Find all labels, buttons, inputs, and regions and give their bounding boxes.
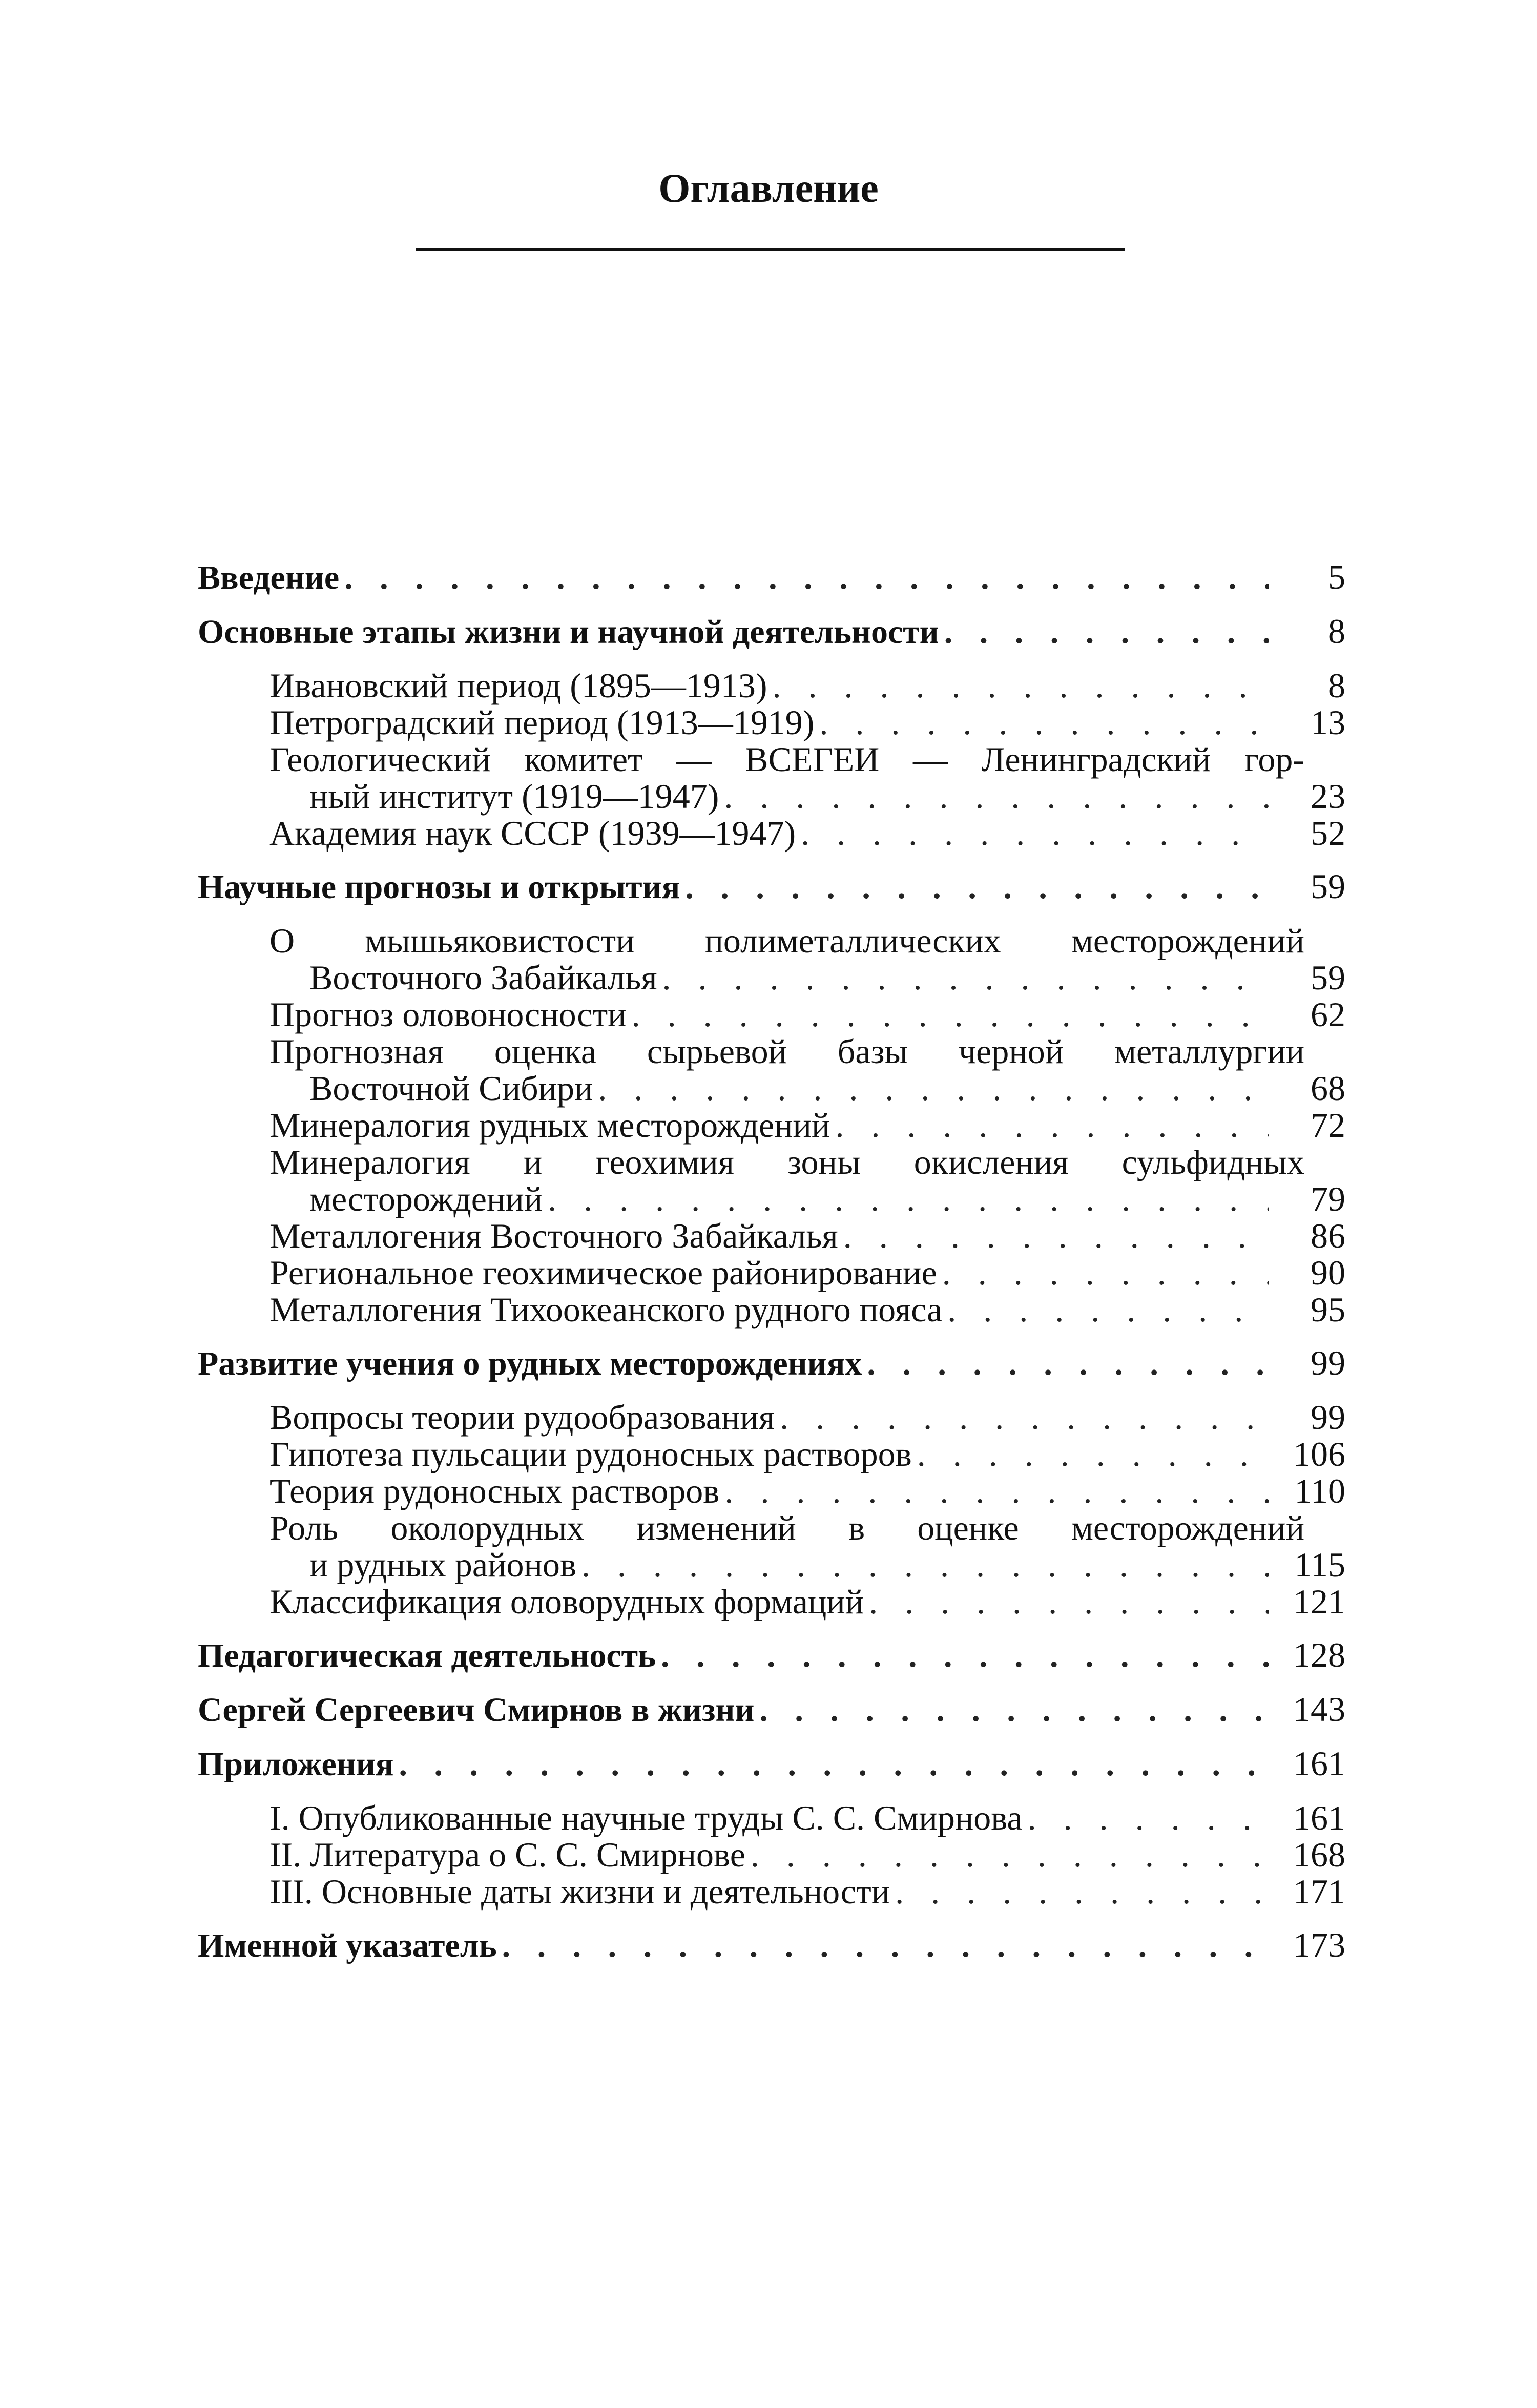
toc-entry-title: I. Опубликованные научные труды С. С. Смирнова (269, 1798, 1023, 1837)
dot-leader (1023, 1799, 1269, 1836)
dot-leader (719, 778, 1269, 815)
dot-leader (796, 815, 1269, 852)
toc-page-number: 90 (1311, 1253, 1345, 1292)
toc-entry-title: Развитие учения о рудных месторождениях (198, 1345, 862, 1382)
toc-entry-title: Металлогения Тихоокеанского рудного пояса (269, 1290, 943, 1329)
toc-entry-title: Региональное геохимическое районирование (269, 1253, 937, 1292)
toc-entry-title: Гипотеза пульсации рудоносных растворов (269, 1435, 912, 1473)
toc-entry-s7[interactable] (198, 1926, 1345, 1964)
toc-entry-title-line1: Минералогия и геохимия зоны окисления сульфидных (269, 1143, 1304, 1181)
toc-page-number: 59 (1311, 867, 1345, 906)
toc-entry-s3[interactable] (198, 1344, 1345, 1382)
toc-entry-title-line1: Роль околорудных изменений в оценке месторождений (269, 1508, 1304, 1547)
toc-page-number: 128 (1293, 1635, 1345, 1674)
toc-entry-title: Педагогическая деятельность (198, 1637, 656, 1674)
toc-page-number: 110 (1294, 1471, 1345, 1510)
toc-entry-title-line2: и рудных районов (309, 1545, 576, 1584)
toc-page-number: 99 (1311, 1398, 1345, 1437)
toc-entry-title: Основные этапы жизни и научной деятельности (198, 613, 939, 651)
toc-entry-title: II. Литература о С. С. Смирнове (269, 1835, 745, 1874)
toc-page-number: 8 (1328, 612, 1345, 651)
toc-page-number: 52 (1311, 814, 1345, 853)
toc-entry-s2-6[interactable] (198, 1217, 1345, 1254)
toc-page-number: 115 (1294, 1545, 1345, 1584)
dot-leader (890, 1873, 1269, 1910)
toc-page-number: 72 (1311, 1106, 1345, 1145)
toc-entry-s5[interactable] (198, 1691, 1345, 1729)
dot-leader (593, 1070, 1269, 1107)
toc-entry-s1-1[interactable] (198, 667, 1345, 704)
dot-leader (939, 614, 1269, 651)
toc-entry-s1[interactable] (198, 613, 1345, 651)
dot-leader (830, 1107, 1269, 1144)
toc-entry-s1-2[interactable] (198, 704, 1345, 741)
toc-entry-title-line2: Восточной Сибири (309, 1069, 593, 1108)
toc-page-number: 121 (1293, 1582, 1345, 1621)
toc-entry-s2-7[interactable] (198, 1254, 1345, 1291)
toc-entry-s3-4[interactable] (198, 1509, 1345, 1583)
toc-page-number: 161 (1293, 1744, 1345, 1783)
toc-page-number: 168 (1293, 1835, 1345, 1874)
toc-entry-title-line2: ный институт (1919—1947) (309, 777, 719, 816)
toc-entry-s2-1[interactable] (198, 922, 1345, 996)
dot-leader (543, 1180, 1269, 1217)
dot-leader (656, 1637, 1269, 1674)
toc-entry-s2-2[interactable] (198, 996, 1345, 1033)
dot-leader (754, 1692, 1269, 1729)
dot-leader (864, 1583, 1269, 1620)
toc-entry-s6-2[interactable] (198, 1836, 1345, 1873)
title-rule (416, 248, 1125, 251)
toc-page-number: 13 (1311, 703, 1345, 742)
toc-entry-title: Академия наук СССР (1939—1947) (269, 814, 796, 853)
table-of-contents (198, 558, 1345, 1964)
toc-page-number: 8 (1328, 666, 1345, 705)
toc-entry-title: Металлогения Восточного Забайкалья (269, 1216, 838, 1255)
toc-entry-s4[interactable] (198, 1636, 1345, 1674)
dot-leader (912, 1436, 1269, 1472)
dot-leader (814, 704, 1269, 741)
toc-entry-s2-3[interactable] (198, 1033, 1345, 1107)
toc-entry-title-line1: Геологический комитет — ВСЕГЕИ — Ленинградский гор- (269, 740, 1304, 779)
toc-entry-title: Минералогия рудных месторождений (269, 1106, 830, 1145)
toc-entry-title: Введение (198, 559, 340, 596)
toc-entry-s1-4[interactable] (198, 815, 1345, 852)
dot-leader (627, 996, 1269, 1033)
toc-entry-title: Приложения (198, 1746, 394, 1783)
toc-page-number: 95 (1311, 1290, 1345, 1329)
toc-entry-title-line2: месторождений (309, 1179, 543, 1218)
toc-entry-title: Петроградский период (1913—1919) (269, 703, 815, 742)
toc-entry-s2-8[interactable] (198, 1291, 1345, 1328)
toc-page-number: 68 (1311, 1069, 1345, 1108)
dot-leader (937, 1254, 1269, 1291)
toc-entry-title: Вопросы теории рудообразования (269, 1398, 775, 1437)
dot-leader (767, 667, 1269, 704)
dot-leader (657, 959, 1269, 996)
toc-entry-s3-5[interactable] (198, 1583, 1345, 1620)
dot-leader (745, 1836, 1269, 1873)
toc-entry-s6[interactable] (198, 1745, 1345, 1783)
dot-leader (339, 559, 1269, 596)
dot-leader (394, 1746, 1269, 1783)
toc-entry-title-line1: О мышьяковистости полиметаллических месторождений (269, 921, 1304, 960)
toc-entry-s3-2[interactable] (198, 1436, 1345, 1472)
toc-entry-title: Именной указатель (198, 1927, 497, 1964)
toc-page-number: 86 (1311, 1216, 1345, 1255)
dot-leader (497, 1927, 1269, 1964)
toc-entry-intro[interactable] (198, 558, 1345, 596)
toc-entry-title: Сергей Сергеевич Смирнов в жизни (198, 1691, 755, 1729)
toc-page-number: 99 (1311, 1343, 1345, 1382)
toc-page-number: 5 (1328, 557, 1345, 596)
dot-leader (719, 1472, 1269, 1509)
toc-page-number: 106 (1293, 1435, 1345, 1473)
dot-leader (838, 1217, 1269, 1254)
dot-leader (576, 1546, 1269, 1583)
toc-page-number: 171 (1293, 1872, 1345, 1911)
dot-leader (680, 869, 1269, 906)
toc-entry-title-line2: Восточного Забайкалья (309, 958, 657, 997)
dot-leader (775, 1399, 1269, 1436)
toc-entry-title: Классификация оловорудных формаций (269, 1582, 864, 1621)
toc-entry-s2-5[interactable] (198, 1144, 1345, 1217)
toc-entry-title: Теория рудоносных растворов (269, 1471, 720, 1510)
toc-entry-title: Ивановский период (1895—1913) (269, 666, 767, 705)
toc-entry-title-line1: Прогнозная оценка сырьевой базы черной металлургии (269, 1032, 1304, 1071)
toc-page-number: 161 (1293, 1798, 1345, 1837)
dot-leader (862, 1345, 1269, 1382)
toc-page-number: 62 (1311, 995, 1345, 1034)
toc-page-number: 79 (1311, 1179, 1345, 1218)
toc-entry-s2[interactable] (198, 868, 1345, 906)
toc-entry-s6-3[interactable] (198, 1873, 1345, 1910)
toc-entry-s3-1[interactable] (198, 1399, 1345, 1436)
toc-entry-s3-3[interactable] (198, 1472, 1345, 1509)
toc-entry-s2-4[interactable] (198, 1107, 1345, 1144)
toc-page-number: 59 (1311, 958, 1345, 997)
page-title: Оглавление (658, 166, 879, 211)
toc-entry-title: Научные прогнозы и открытия (198, 868, 680, 906)
toc-page-number: 23 (1311, 777, 1345, 816)
toc-page-number: 173 (1293, 1925, 1345, 1964)
toc-entry-title: Прогноз оловоносности (269, 995, 627, 1034)
toc-entry-s1-3[interactable] (198, 741, 1345, 815)
toc-page-number: 143 (1293, 1690, 1345, 1729)
dot-leader (942, 1291, 1269, 1328)
toc-entry-s6-1[interactable] (198, 1799, 1345, 1836)
toc-entry-title: III. Основные даты жизни и деятельности (269, 1872, 890, 1911)
